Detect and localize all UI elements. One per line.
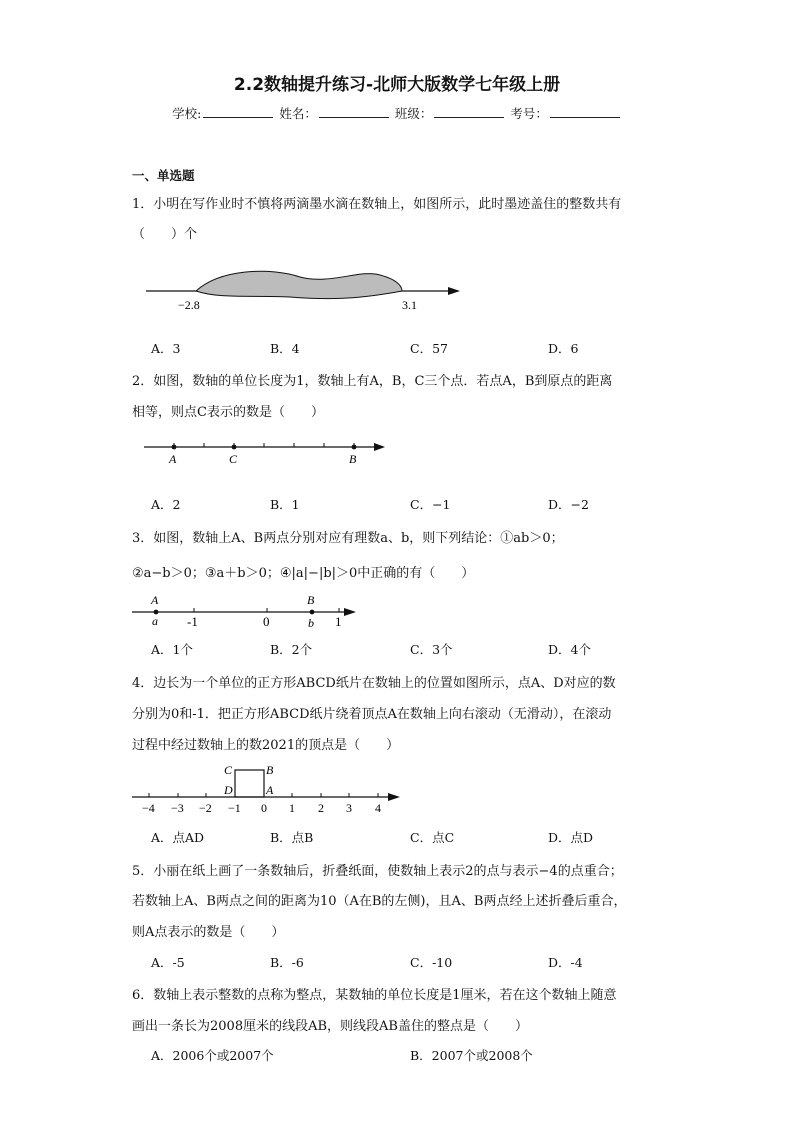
q1-option-a[interactable]: A．3 [151, 341, 181, 356]
tick-label: 4 [375, 801, 381, 815]
q4-text-line2: 分别为0和-1．把正方形ABCD纸片绕着顶点A在数轴上向右滚动（无滑动），在滚动 [132, 707, 612, 722]
tick-label: 2 [318, 801, 324, 815]
q3-text-line2: ②a−b＞0；③a＋b＞0；④|a|−|b|＞0中正确的有（ ） [132, 566, 475, 581]
point-b-dot [352, 445, 357, 450]
q4-option-d[interactable]: D．点D [548, 830, 594, 845]
section-heading: 一、单选题 [132, 168, 195, 183]
q4-text-line3: 过程中经过数轴上的数2021的顶点是（ ） [132, 738, 400, 753]
q5-option-a[interactable]: A．-5 [151, 955, 185, 970]
q6-text-line1: 6．数轴上表示整数的点称为整点，某数轴的单位长度是1厘米，若在这个数轴上随意 [132, 988, 617, 1003]
tick-label: 0 [261, 801, 267, 815]
q3-option-b[interactable]: B．2个 [270, 642, 313, 657]
point-b-label: B [307, 593, 315, 607]
q2-option-a[interactable]: A．2 [151, 497, 181, 512]
q4-option-c[interactable]: C．点C [410, 830, 455, 845]
name-blank[interactable] [319, 107, 389, 118]
q1-option-b[interactable]: B．4 [270, 341, 300, 356]
class-blank[interactable] [434, 107, 504, 118]
axis-arrow [448, 287, 460, 295]
q1-text-line1: 1．小明在写作业时不慎将两滴墨水滴在数轴上，如图所示，此时墨迹盖住的整数共有 [132, 197, 622, 212]
tick-label: 3 [346, 801, 352, 815]
q5-option-c[interactable]: C．-10 [410, 955, 453, 970]
corner-a-label: A [266, 783, 274, 797]
q2-option-b[interactable]: B．1 [270, 497, 300, 512]
q2-option-d[interactable]: D．−2 [548, 497, 589, 512]
q1-text-line2: （ ）个 [132, 227, 198, 242]
tick-marks [174, 443, 354, 447]
q5-text-line2: 若数轴上A、B两点之间的距离为10（A在B的左侧)，且A、B两点经上述折叠后重合， [132, 894, 627, 909]
q5-option-d[interactable]: D．-4 [548, 955, 583, 970]
q4-text-line1: 4．边长为一个单位的正方形ABCD纸片在数轴上的位置如图所示，点A、D对应的数 [132, 676, 616, 691]
q4-option-b[interactable]: B．点B [270, 830, 314, 845]
point-c-dot [232, 445, 237, 450]
q2-text-line1: 2．如图，数轴的单位长度为1，数轴上有A，B，C三个点．若点A，B到原点的距离 [132, 374, 613, 389]
corner-d-label: D [224, 783, 233, 797]
point-b-label: B [349, 452, 357, 466]
left-blot-label: −2.8 [178, 298, 200, 312]
q2-text-line2: 相等，则点C表示的数是（ ） [132, 405, 324, 420]
q5-option-b[interactable]: B．-6 [270, 955, 304, 970]
right-blot-label: 3.1 [402, 298, 417, 312]
student-info-line [0, 104, 794, 122]
q1-option-d[interactable]: D．6 [548, 341, 579, 356]
q3-number-line-figure [130, 591, 366, 631]
point-a-label: A [169, 452, 177, 466]
class-label: 班级： [394, 106, 433, 121]
point-a-dot [172, 445, 177, 450]
q1-number-line-figure [140, 265, 470, 315]
tick-label: −3 [171, 801, 184, 815]
value-a-label: a [152, 614, 158, 628]
q3-option-c[interactable]: C．3个 [410, 642, 453, 657]
q1-option-c[interactable]: C．57 [410, 341, 448, 356]
school-label: 学校: [172, 106, 202, 121]
tick-label: −4 [142, 801, 155, 815]
q3-option-d[interactable]: D．4个 [548, 642, 591, 657]
q2-number-line-figure [140, 435, 390, 467]
tick-label: −2 [199, 801, 212, 815]
q4-number-line-figure [130, 760, 410, 818]
name-label: 姓名： [279, 106, 317, 121]
corner-b-label: B [266, 763, 274, 777]
tick-label-neg1: -1 [187, 614, 198, 629]
page-title: 2.2数轴提升练习-北师大版数学七年级上册 [233, 75, 561, 95]
point-a-label: A [151, 593, 159, 607]
q6-option-a[interactable]: A．2006个或2007个 [151, 1048, 274, 1063]
tick-label-1: 1 [335, 614, 342, 629]
q3-text-line1: 3．如图，数轴上A、B两点分别对应有理数a、b，则下列结论：①ab＞0； [132, 531, 564, 546]
axis-arrow [344, 608, 356, 616]
point-b-dot [310, 610, 315, 615]
axis-arrow [374, 443, 385, 451]
corner-c-label: C [224, 763, 233, 777]
q6-text-line2: 画出一条长为2008厘米的线段AB，则线段AB盖住的整点是（ ） [132, 1019, 528, 1034]
school-blank[interactable] [203, 107, 273, 118]
value-b-label: b [308, 616, 314, 630]
q4-option-a[interactable]: A．点AD [151, 830, 205, 845]
q2-option-c[interactable]: C．−1 [410, 497, 451, 512]
square-abcd [235, 770, 264, 797]
q3-option-a[interactable]: A．1个 [151, 642, 193, 657]
number-label: 考号： [510, 106, 548, 121]
tick-label-0: 0 [263, 614, 270, 629]
point-c-label: C [229, 452, 238, 466]
tick-label: 1 [289, 801, 295, 815]
number-blank[interactable] [550, 107, 620, 118]
q5-text-line3: 则A点表示的数是（ ） [132, 925, 285, 940]
axis-arrow [388, 793, 400, 801]
tick-label: −1 [228, 801, 241, 815]
q5-text-line1: 5．小丽在纸上画了一条数轴后，折叠纸面，使数轴上表示2的点与表示−4的点重合； [132, 864, 623, 879]
ink-blot [196, 271, 402, 298]
q6-option-b[interactable]: B．2007个或2008个 [410, 1048, 533, 1063]
